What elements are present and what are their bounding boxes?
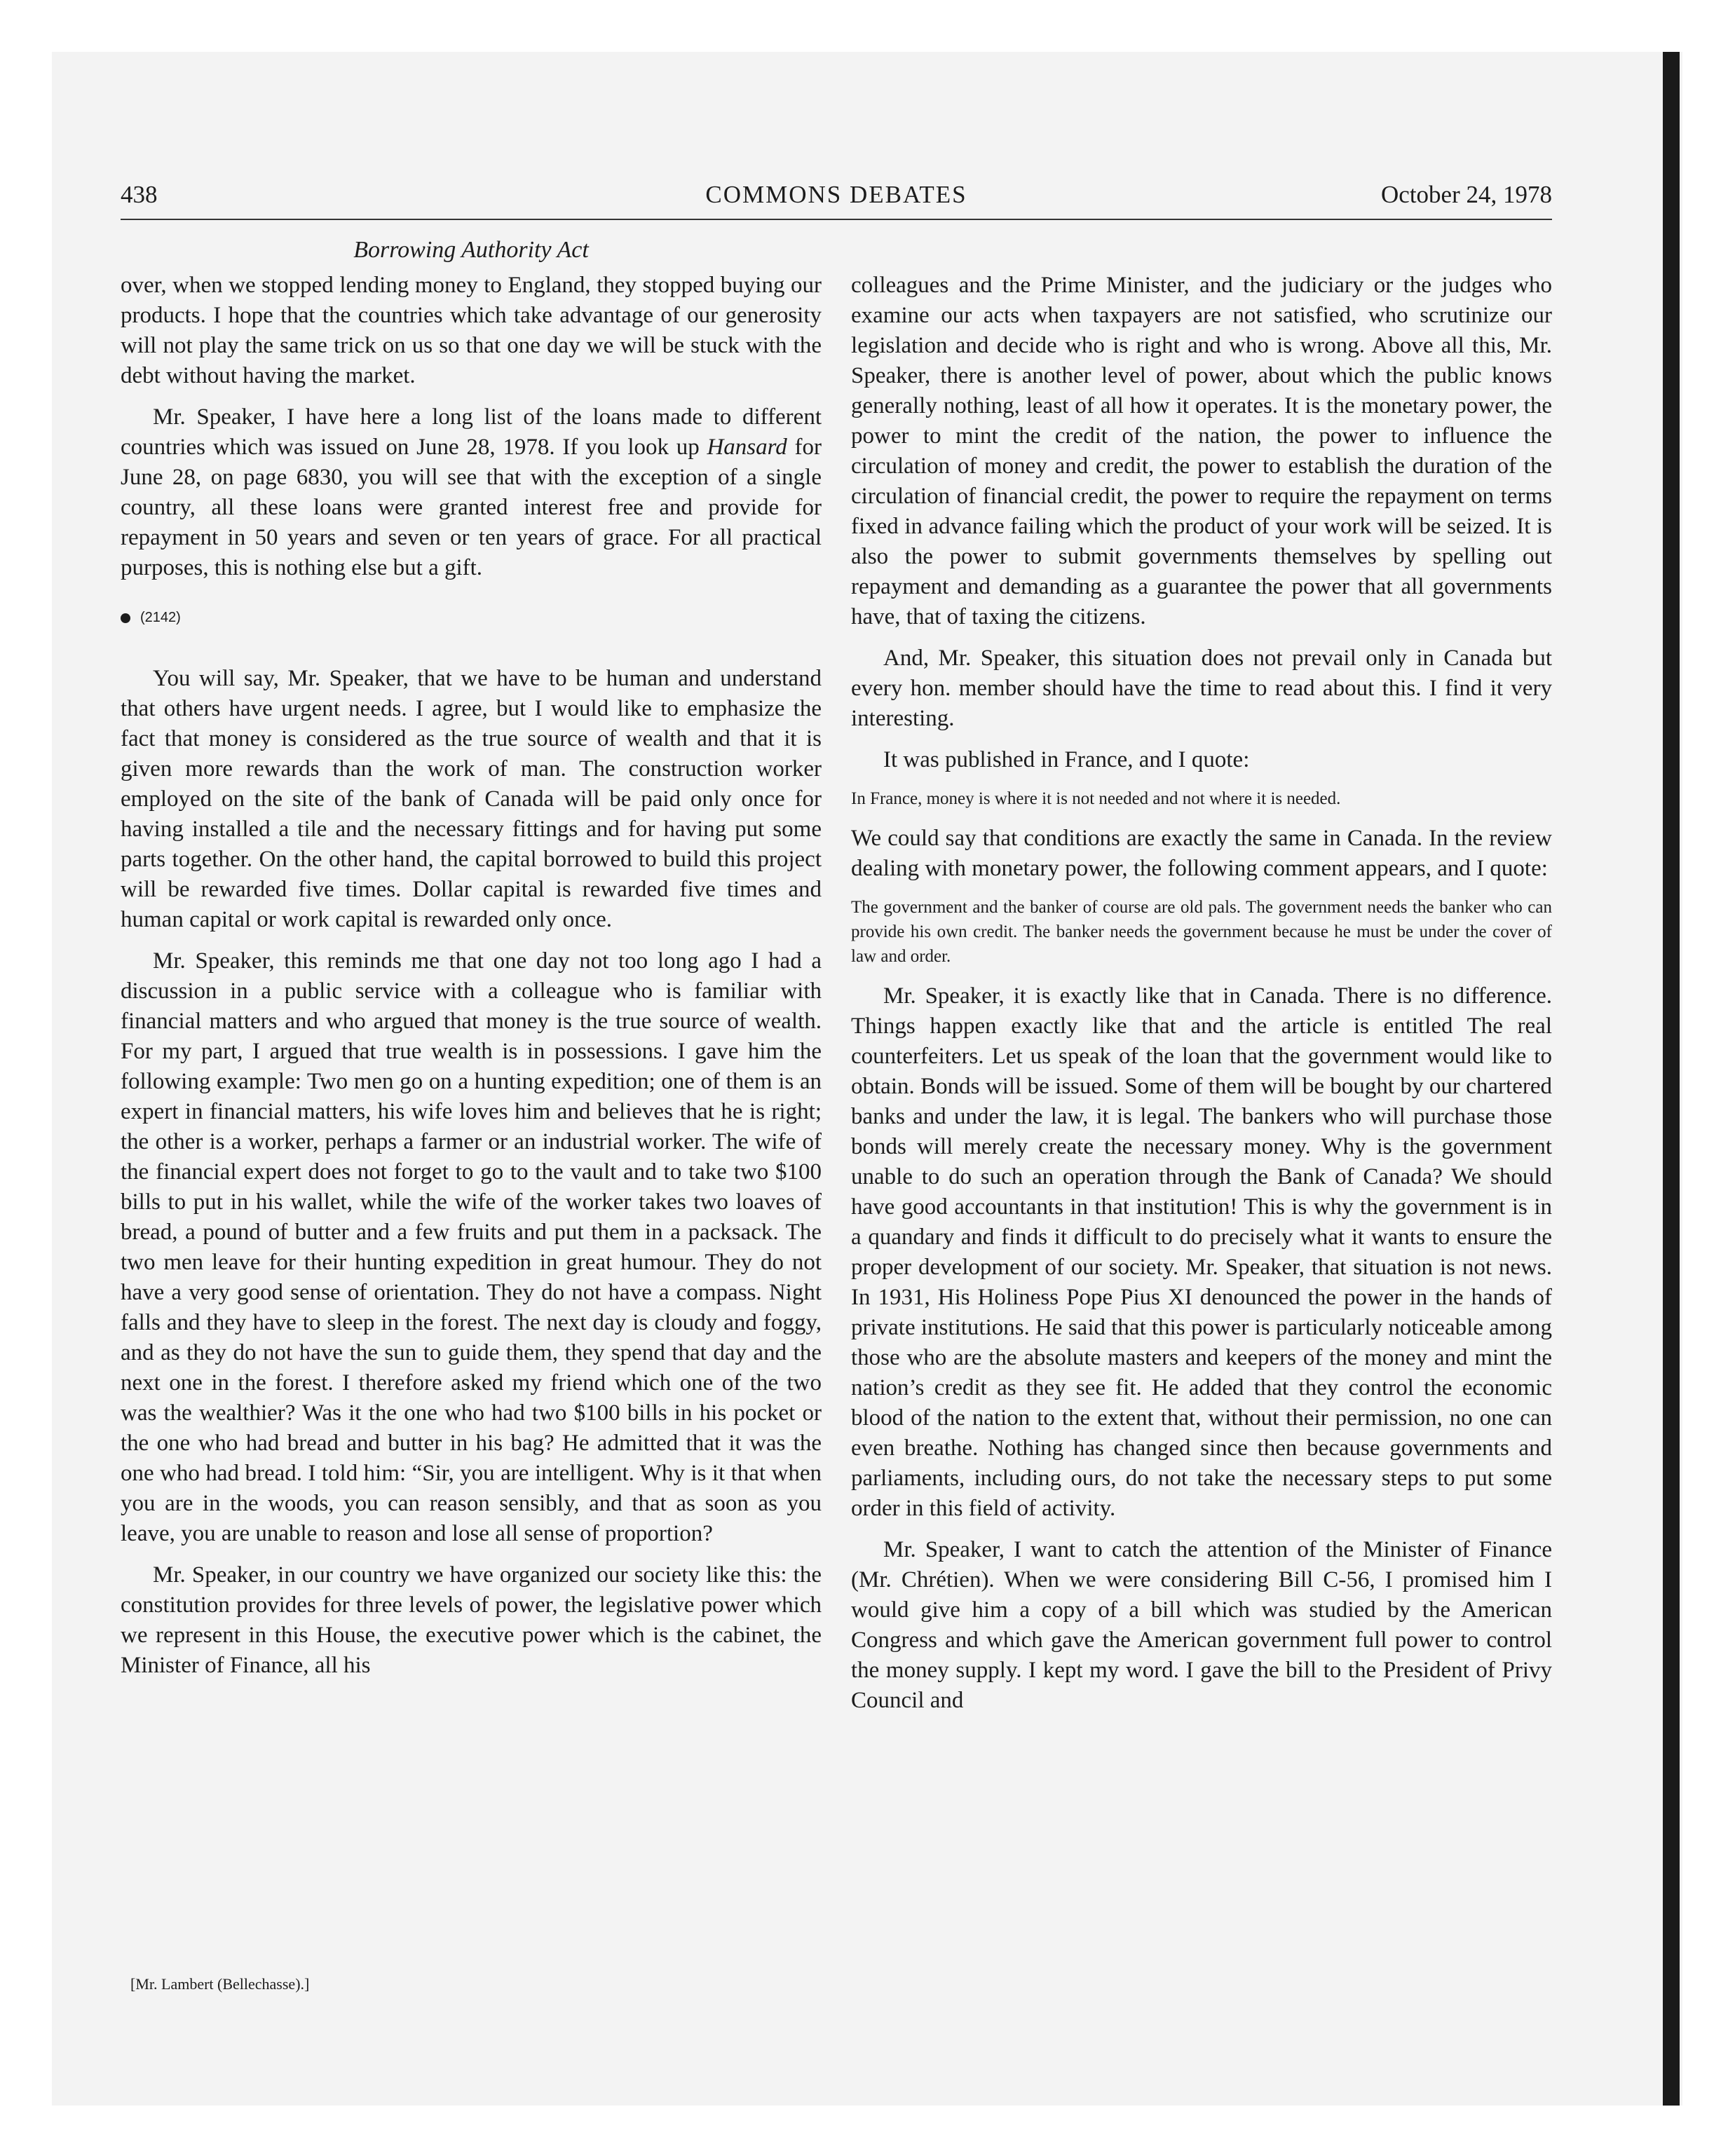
scan-edge-bar bbox=[1663, 52, 1680, 2106]
block-quote: In France, money is where it is not needed and not where it is needed. bbox=[851, 789, 1341, 808]
right-column bbox=[851, 271, 1552, 1727]
time-marker bbox=[121, 603, 822, 633]
paragraph: Mr. Speaker, it is exactly like that in Canada. There is no difference. Things happen exactly like that and the article is entitled The real counterfeiters. Let us speak of the loan that the government would like to obtain. Bonds will be issued. Some of them will be bought by our chartered banks and under the law, it is legal. The bankers who will purchase those bonds will merely create the necessary money. Why is the government unable to do such an operation through the Bank of Canada? We should have good accountants in that institution! This is why the government is in a quandary and finds it difficult to do precisely what it wants to ensure the proper development of our society. Mr. Speaker, that situation is not news. In 1931, His Holiness Pope Pius XI denounced the power in the hands of private institutions. He said that this power is particularly noticeable among those who are the absolute masters and keepers of the money and mint the nation’s credit as they see fit. He added that they control the economic blood of the nation to the extent that, without their permission, no one can even breathe. Nothing has changed since then because governments and parliaments, including ours, do not take the necessary steps to put some order in this field of activity. bbox=[851, 983, 1552, 1521]
speaker-attribution: [Mr. Lambert (Bellechasse).] bbox=[130, 1975, 310, 1993]
publication-title: COMMONS DEBATES bbox=[705, 181, 967, 208]
bullet-icon bbox=[121, 613, 130, 623]
paragraph: over, when we stopped lending money to England, they stopped buying our products. I hope that the countries which take advantage of our generosity will not play the same trick on us so that one day we will be stuck with the debt without having the market. bbox=[121, 273, 822, 388]
paragraph: We could say that conditions are exactly the same in Canada. In the review dealing with monetary power, the following comment appears, and I quote: bbox=[851, 826, 1552, 881]
publication-date: October 24, 1978 bbox=[1381, 181, 1552, 208]
block-quote: The government and the banker of course are old pals. The government needs the banker who can provide his own credit. The banker needs the government because he must be under the cover of law and order. bbox=[851, 898, 1552, 966]
paragraph: colleagues and the Prime Minister, and the judiciary or the judges who examine our acts when taxpayers are not satisfied, who scrutinize our legislation and decide who is right and who is wrong. Above all this, Mr. Speaker, there is another level of power, about which the public knows generally nothing, least of all how it operates. It is the monetary power, the power to mint the credit of the nation, the power to influence the circulation of money and credit, the power to establish the duration of the circulation of financial credit, the power to require the repayment on terms fixed in advance failing which the product of your work will be seized. It is also the power to submit governments themselves by spelling out repayment and demanding as a guarantee the power that all governments have, that of taxing the citizens. bbox=[851, 273, 1552, 629]
time-marker-label: (2142) bbox=[140, 610, 181, 625]
paragraph: Mr. Speaker, this reminds me that one day not too long ago I had a discussion in a public service with a colleague who is familiar with financial matters and who argued that money is the true source of wealth. For my part, I argued that true wealth is in possessions. I gave him the following example: Two men go on a hunting expedition; one of them is an expert in financial matters, his wife loves him and believes that he is right; the other is a worker, perhaps a farmer or an industrial worker. The wife of the financial expert does not forget to go to the vault and to take two $100 bills to put in his wallet, while the wife of the worker takes two loaves of bread, a pound of butter and a few fruits and put them in a packsack. The two men leave for their hunting expedition in great humour. They do not have a very good sense of orientation. They do not have a compass. Night falls and they have to sleep in the forest. The next day is cloudy and foggy, and as they do not have the sun to guide them, they spend that day and the next one in the forest. I therefore asked my friend which one of the two was the wealthier? Was it the one who had two $100 bills in his pocket or the one who had bread and butter in his bag? He admitted that it was the one who had bread. I told him: “Sir, you are intelligent. Why is it that when you are in the woods, you can reason sensibly, and that as soon as you leave, you are unable to reason and lose all sense of proportion? bbox=[121, 948, 822, 1546]
paragraph: It was published in France, and I quote: bbox=[883, 747, 1250, 772]
paragraph: Mr. Speaker, I want to catch the attention of the Minister of Finance (Mr. Chrétien). When we were considering Bill C-56, I promised him I would give him a copy of a bill which was studied by the American Congress and which gave the American government full power to control the money supply. I kept my word. I gave the bill to the President of Privy Council and bbox=[851, 1537, 1552, 1713]
page-number: 438 bbox=[121, 181, 158, 208]
page-header bbox=[121, 181, 1552, 220]
running-head: Borrowing Authority Act bbox=[353, 237, 589, 263]
text-run: for June 28, on page 6830, you will see that with the exception of a single country, all these loans were granted interest free and provide for repayment in 50 years and seven or ten years of grace. For all practical purposes, this is nothing else but a gift. bbox=[121, 435, 822, 580]
paragraph bbox=[121, 402, 822, 583]
left-column bbox=[121, 271, 822, 1692]
italic-citation: Hansard bbox=[707, 435, 787, 460]
paragraph: Mr. Speaker, in our country we have organized our society like this: the constitution provides for three levels of power, the legislative power which we represent in this House, the executive power which is the cabinet, the Minister of Finance, all his bbox=[121, 1562, 822, 1678]
paragraph: You will say, Mr. Speaker, that we have to be human and understand that others have urgent needs. I agree, but I would like to emphasize the fact that money is considered as the true source of wealth and that it is given more rewards than the work of man. The construction worker employed on the site of the bank of Canada will be paid only once for having installed a tile and the necessary fittings and for having put some parts together. On the other hand, the capital borrowed to build this project will be rewarded five times. Dollar capital is rewarded five times and human capital or work capital is rewarded only once. bbox=[121, 666, 822, 932]
text-run: Mr. Speaker, I have here a long list of the loans made to different countries which was issued on June 28, 1978. If you look up bbox=[121, 404, 822, 460]
paragraph: And, Mr. Speaker, this situation does not prevail only in Canada but every hon. member should have the time to read about this. I find it very interesting. bbox=[851, 646, 1552, 731]
